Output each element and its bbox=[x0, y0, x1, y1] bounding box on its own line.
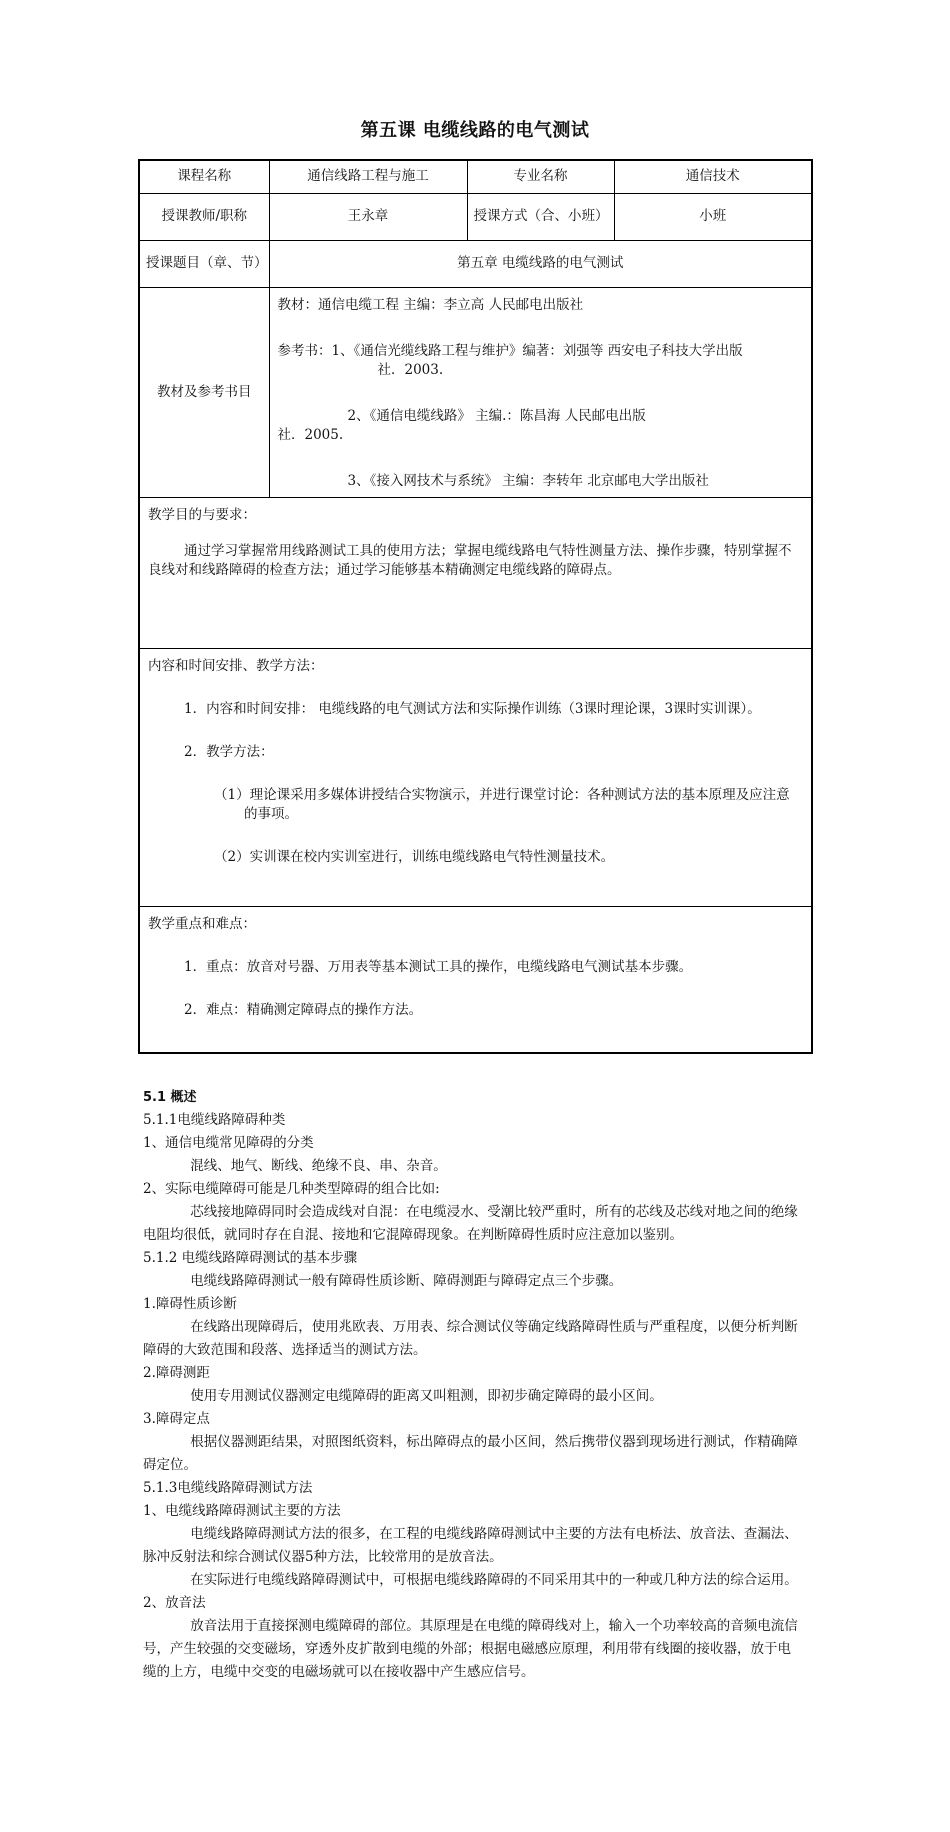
section-5-1: 5.1 概述 bbox=[143, 1090, 197, 1105]
topic-value: 第五章 电缆线路的电气测试 bbox=[269, 240, 812, 287]
teaching-mode-label: 授课方式（合、小班） bbox=[467, 193, 614, 240]
body-text bbox=[143, 1086, 803, 1684]
paragraph: 根据仪器测距结果，对照图纸资料，标出障碍点的最小区间，然后携带仪器到现场进行测试，作精确障碍定位。 bbox=[143, 1434, 798, 1473]
books-label: 教材及参考书目 bbox=[139, 287, 269, 497]
major-name-label: 专业名称 bbox=[467, 160, 614, 193]
subheading: 2.障碍测距 bbox=[143, 1365, 210, 1381]
reference-2: 2、《通信电缆线路》 主编.：陈昌海 人民邮电出版 bbox=[347, 407, 646, 424]
table-row-books bbox=[139, 287, 812, 497]
section-5-1-1: 5.1.1电缆线路障碍种类 bbox=[143, 1112, 286, 1128]
course-name-value: 通信线路工程与施工 bbox=[269, 160, 467, 193]
paragraph: 2、放音法 bbox=[143, 1595, 206, 1611]
lesson-plan-table bbox=[138, 159, 813, 1054]
paragraph: 放音法用于直接探测电缆障碍的部位。其原理是在电缆的障碍线对上，输入一个功率较高的音频电流信号，产生较强的交变磁场，穿透外皮扩散到电缆的外部；根据电磁感应原理，利用带有线圈的接收器，放于电缆的上方，电缆中交变的电磁场就可以在接收器中产生感应信号。 bbox=[143, 1618, 798, 1680]
course-name-label: 课程名称 bbox=[139, 160, 269, 193]
teacher-label: 授课教师/职称 bbox=[139, 193, 269, 240]
schedule-item-1: 1．内容和时间安排： 电缆线路的电气测试方法和实际操作训练（3课时理论课，3课时实训课）。 bbox=[184, 700, 761, 717]
table-row-topic bbox=[139, 240, 812, 287]
major-name-value: 通信技术 bbox=[614, 160, 812, 193]
reference-2-cont: 社．2005. bbox=[277, 426, 344, 443]
page-title: 第五课 电缆线路的电气测试 bbox=[360, 120, 590, 141]
table-row-teacher bbox=[139, 193, 812, 240]
reference-1: 参考书：1、《通信光缆线路工程与维护》编著：刘强等 西安电子科技大学出版 bbox=[277, 342, 743, 359]
books-content bbox=[269, 287, 812, 497]
paragraph: 电缆线路障碍测试一般有障碍性质诊断、障碍测距与障碍定点三个步骤。 bbox=[190, 1273, 623, 1289]
keypoints-box bbox=[139, 906, 812, 1053]
paragraph: 使用专用测试仪器测定电缆障碍的距离又叫粗测，即初步确定障碍的最小区间。 bbox=[190, 1388, 663, 1404]
section-5-1-2: 5.1.2 电缆线路障碍测试的基本步骤 bbox=[143, 1250, 358, 1266]
schedule-heading: 内容和时间安排、教学方法： bbox=[148, 657, 324, 674]
table-row-schedule bbox=[139, 648, 812, 906]
section-5-1-3: 5.1.3电缆线路障碍测试方法 bbox=[143, 1480, 313, 1496]
paragraph: 1、电缆线路障碍测试主要的方法 bbox=[143, 1503, 341, 1519]
keypoint-2: 2．难点：精确测定障碍点的操作方法。 bbox=[184, 1001, 423, 1018]
paragraph: 电缆线路障碍测试方法的很多，在工程的电缆线路障碍测试中主要的方法有电桥法、放音法、查漏法、脉冲反射法和综合测试仪器5种方法，比较常用的是放音法。 bbox=[143, 1526, 798, 1565]
subheading: 1.障碍性质诊断 bbox=[143, 1296, 237, 1312]
textbook-line: 教材：通信电缆工程 主编：李立高 人民邮电出版社 bbox=[277, 296, 584, 313]
keypoint-1: 1．重点：放音对号器、万用表等基本测试工具的操作，电缆线路电气测试基本步骤。 bbox=[184, 958, 693, 975]
paragraph: 在线路出现障碍后，使用兆欧表、万用表、综合测试仪等确定线路障碍性质与严重程度，以便分析判断障碍的大致范围和段落、选择适当的测试方法。 bbox=[143, 1319, 798, 1358]
teaching-mode-value: 小班 bbox=[614, 193, 812, 240]
paragraph: 2、实际电缆障碍可能是几种类型障碍的组合比如: bbox=[143, 1181, 440, 1197]
schedule-item-2: 2．教学方法： bbox=[184, 743, 274, 760]
schedule-box bbox=[139, 648, 812, 906]
teacher-value: 王永章 bbox=[269, 193, 467, 240]
reference-3: 3、《接入网技术与系统》 主编：李转年 北京邮电大学出版社 bbox=[347, 472, 709, 489]
paragraph: 1、通信电缆常见障碍的分类 bbox=[143, 1135, 314, 1151]
goals-text: 通过学习掌握常用线路测试工具的使用方法；掌握电缆线路电气特性测量方法、操作步骤，特别掌握不良线对和线路障碍的检查方法；通过学习能够基本精确测定电缆线路的障碍点。 bbox=[148, 542, 792, 578]
keypoints-heading: 教学重点和难点： bbox=[148, 915, 256, 932]
paragraph: 在实际进行电缆线路障碍测试中，可根据电缆线路障碍的不同采用其中的一种或几种方法的综合运用。 bbox=[190, 1572, 798, 1588]
schedule-item-2-2: （2）实训课在校内实训室进行，训练电缆线路电气特性测量技术。 bbox=[214, 848, 615, 865]
paragraph: 芯线接地障碍同时会造成线对自混：在电缆浸水、受潮比较严重时，所有的芯线及芯线对地之间的绝缘电阻均很低，就同时存在自混、接地和它混障碍现象。在判断障碍性质时应注意加以鉴别。 bbox=[143, 1204, 798, 1243]
subheading: 3.障碍定点 bbox=[143, 1411, 210, 1427]
goals-heading: 教学目的与要求： bbox=[148, 506, 256, 523]
reference-1-cont: 社．2003. bbox=[377, 361, 444, 378]
table-row-keypoints bbox=[139, 906, 812, 1053]
schedule-item-2-1: （1）理论课采用多媒体讲授结合实物演示，并进行课堂讨论：各种测试方法的基本原理及应注意的事项。 bbox=[214, 786, 790, 822]
table-row-goals bbox=[139, 497, 812, 648]
paragraph: 混线、地气、断线、绝缘不良、串、杂音。 bbox=[190, 1158, 447, 1174]
goals-box bbox=[139, 497, 812, 648]
topic-label: 授课题目（章、节） bbox=[139, 240, 269, 287]
table-row-course bbox=[139, 160, 812, 193]
